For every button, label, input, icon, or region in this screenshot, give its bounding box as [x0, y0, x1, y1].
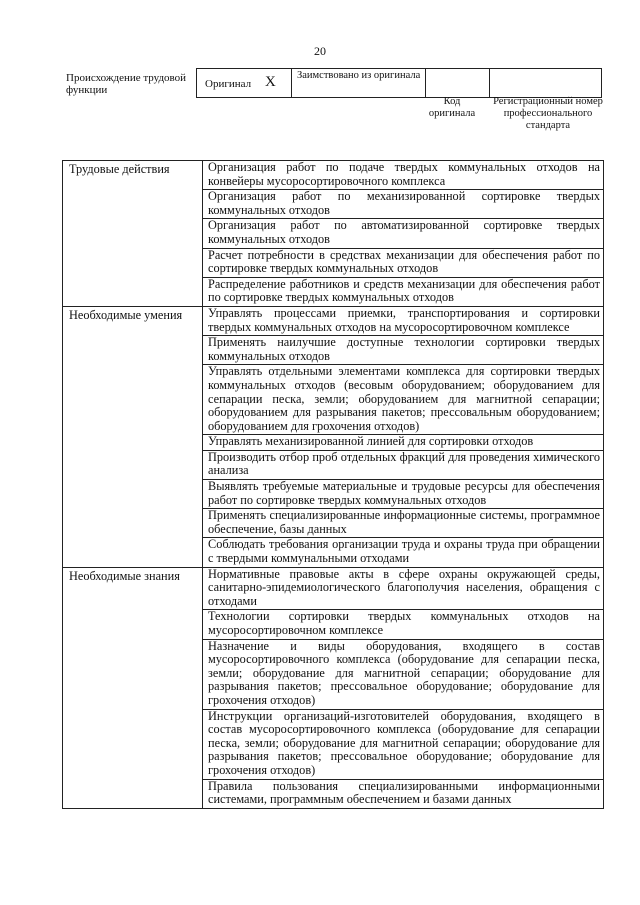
section-item: Управлять механизированной линией для сортировки отходов	[203, 435, 604, 451]
section-item: Производить отбор проб отдельных фракций для проведения химического анализа	[203, 450, 604, 479]
original-mark: X	[265, 74, 276, 90]
section-item: Организация работ по автоматизированной сортировке твердых коммунальных отходов	[203, 219, 604, 248]
section-title: Необходимые знания	[63, 567, 203, 808]
section-item: Правила пользования специализированными информационными системами, программным обеспечением и базами данных	[203, 779, 604, 808]
section-item: Организация работ по подаче твердых коммунальных отходов на конвейеры мусоросортировочного комплекса	[203, 161, 604, 190]
section-item: Выявлять требуемые материальные и трудовые ресурсы для обеспечения работ по сортировке твердых коммунальных отходов	[203, 480, 604, 509]
section-item: Управлять процессами приемки, транспортирования и сортировки твердых коммунальных отходов на мусоросортировочном комплексе	[203, 306, 604, 335]
table-body	[63, 161, 604, 809]
section-title: Необходимые умения	[63, 306, 203, 567]
borrowed-cell	[291, 69, 426, 97]
section-item: Технологии сортировки твердых коммунальных отходов на мусоросортировочном комплексе	[203, 610, 604, 639]
table-row	[63, 567, 604, 610]
section-title: Трудовые действия	[63, 161, 203, 307]
section-item: Организация работ по механизированной сортировке твердых коммунальных отходов	[203, 190, 604, 219]
registration-cell	[489, 69, 602, 97]
section-item: Расчет потребности в средствах механизации для обеспечения работ по сортировке твердых коммунальных отходов	[203, 248, 604, 277]
original-cell	[197, 69, 291, 97]
borrowed-label: Заимствовано из оригинала	[297, 70, 421, 81]
registration-label: Регистрационный номер профессионального стандарта	[493, 96, 603, 131]
page-number: 20	[314, 44, 326, 58]
code-label: Код оригинала	[428, 96, 476, 119]
section-item: Применять наилучшие доступные технологии сортировки твердых коммунальных отходов	[203, 336, 604, 365]
section-item: Назначение и виды оборудования, входящего в состав мусоросортировочного комплекса (оборудование для сепарации песка, земли; оборудование для магнитной сепарации; оборудование для разрывания пакетов; прессовальное оборудование; оборудование для грохочения отходов)	[203, 639, 604, 709]
section-item: Инструкции организаций-изготовителей оборудования, входящего в состав мусоросортировочного комплекса (оборудование для сепарации песка, земли; оборудование для магнитной сепарации; оборудование для разрывания пакетов; прессовальное оборудование; оборудование для грохочения отходов)	[203, 709, 604, 779]
table-row	[63, 161, 604, 190]
section-item: Управлять отдельными элементами комплекса для сортировки твердых коммунальных отходов (весовым оборудованием; оборудованием для сепарации песка, земли; оборудованием для магнитной сепарации; оборудованием для разрывания пакетов; прессовальным оборудованием; оборудованием для грохочения отходов)	[203, 365, 604, 435]
table-row	[63, 306, 604, 335]
section-item: Соблюдать требования организации труда и охраны труда при обращении с твердыми коммунальными отходами	[203, 538, 604, 567]
origin-label: Происхождение трудовой функции	[66, 72, 187, 96]
original-label: Оригинал	[205, 78, 252, 90]
labor-function-table	[62, 160, 604, 809]
section-item: Применять специализированные информационные системы, программное обеспечение, базы данных	[203, 509, 604, 538]
section-item: Нормативные правовые акты в сфере охраны окружающей среды, санитарно-эпидемиологического благополучия населения, обращения с отходами	[203, 567, 604, 610]
section-item: Распределение работников и средств механизации для обеспечения работ по сортировке твердых коммунальных отходов	[203, 277, 604, 306]
code-cell	[425, 69, 490, 97]
origin-table	[196, 68, 602, 98]
